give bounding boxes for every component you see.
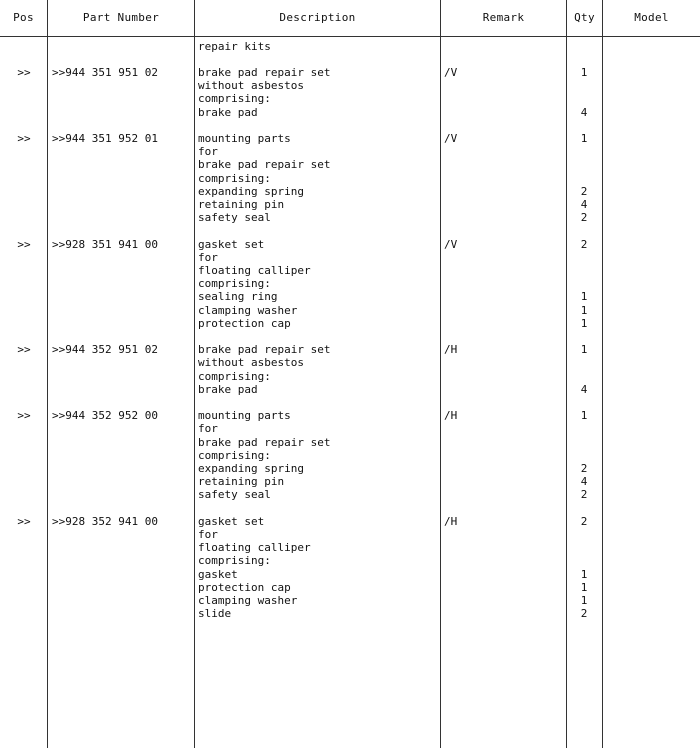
remark-cell: /V [444,132,458,145]
pos-marker[interactable]: >> [17,237,31,251]
header-qty: Qty [574,11,595,24]
description-line: protection cap [198,316,291,330]
description-line: comprising: [198,92,271,106]
description-line: comprising: [198,554,271,568]
qty-cell: 1 [580,343,588,357]
qty-cell: 4 [580,105,588,119]
header-remark: Remark [482,11,525,24]
remark-cell: /V [444,237,458,251]
description-line: safety seal [198,211,271,225]
part-number-link[interactable]: >>944 351 951 02 [52,66,158,79]
qty-cell: 2 [580,462,588,475]
description-line: for [198,422,218,436]
qty-cell: 4 [580,382,588,396]
description-line: gasket [198,567,238,581]
qty-cell: 1 [580,316,588,330]
description-line: brake pad repair set [198,66,331,79]
remark-cell: /H [444,343,458,357]
part-number-link[interactable]: >>928 352 941 00 [52,514,158,528]
description-line: expanding spring [198,462,304,475]
description-line: comprising: [198,171,271,185]
description-line: mounting parts [198,132,291,145]
description-line: brake pad [198,105,258,119]
part-number-link[interactable]: >>928 351 941 00 [52,237,158,251]
description-line: for [198,528,218,541]
remark-cell: /V [444,66,458,79]
qty-cell: 1 [580,580,588,594]
description-line: brake pad [198,382,258,396]
remark-cell: /H [444,409,458,423]
pos-marker[interactable]: >> [17,409,31,423]
qty-cell: 4 [580,475,588,489]
description-line: floating calliper [198,264,311,277]
description-line: clamping washer [198,594,298,607]
description-line: safety seal [198,488,271,502]
part-number-link[interactable]: >>944 351 952 01 [52,132,158,145]
section-title: repair kits [198,40,271,53]
description-line: comprising: [198,448,271,462]
description-line: protection cap [198,580,291,594]
qty-cell: 2 [580,184,588,198]
qty-cell: 2 [580,237,588,251]
description-line: brake pad repair set [198,158,331,172]
description-line: brake pad repair set [198,435,331,449]
pos-marker[interactable]: >> [17,66,31,79]
description-line: clamping washer [198,303,298,317]
description-line: floating calliper [198,541,311,555]
pos-marker[interactable]: >> [17,132,31,145]
header-model: Model [634,11,669,24]
description-line: gasket set [198,514,265,528]
qty-cell: 2 [580,488,588,502]
part-number-link[interactable]: >>944 352 952 00 [52,409,158,423]
description-line: without asbestos [198,356,304,370]
pos-marker[interactable]: >> [17,343,31,357]
description-line: retaining pin [198,475,285,489]
qty-cell: 1 [580,567,588,581]
header-description: Description [279,11,356,24]
description-line: without asbestos [198,79,304,93]
qty-cell: 1 [580,303,588,317]
description-line: slide [198,607,232,621]
pos-marker[interactable]: >> [17,514,31,528]
header-part-number: Part Number [82,11,160,24]
description-line: for [198,250,218,264]
qty-cell: 2 [580,211,588,225]
remark-cell: /H [444,514,458,528]
qty-cell: 1 [580,594,588,607]
description-line: expanding spring [198,184,304,198]
qty-cell: 1 [580,290,588,304]
qty-cell: 1 [580,132,588,145]
qty-cell: 4 [580,198,588,211]
description-line: comprising: [198,277,271,291]
description-line: for [198,145,218,159]
description-line: gasket set [198,237,265,251]
description-line: retaining pin [198,198,285,211]
part-number-link[interactable]: >>944 352 951 02 [52,343,158,357]
header-pos: Pos [13,11,34,24]
description-line: sealing ring [198,290,278,304]
description-line: comprising: [198,369,271,383]
qty-cell: 2 [580,607,588,621]
description-line: mounting parts [198,409,291,423]
description-line: brake pad repair set [198,343,331,357]
qty-cell: 1 [580,66,588,79]
qty-cell: 1 [580,409,588,423]
qty-cell: 2 [580,514,588,528]
